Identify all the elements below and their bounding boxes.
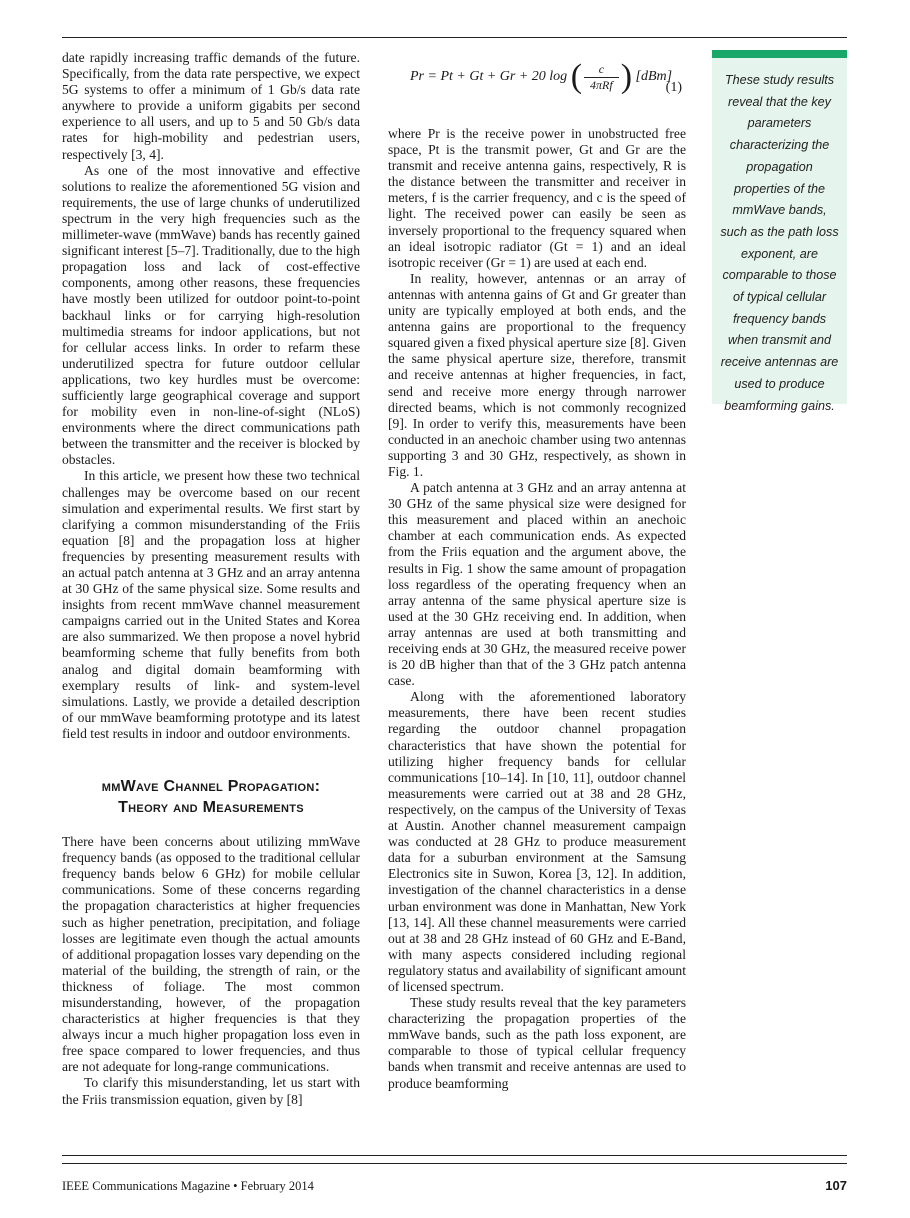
footer-journal: IEEE Communications Magazine • February 2014 xyxy=(62,1179,314,1193)
paragraph-study-results: These study results reveal that the key parameters characterizing the propagation properties of the mmWave bands, such as the path loss exponent, are comparable to those of typical cellular frequency bands when transmit and receive antennas are used to produce beamforming xyxy=(388,995,686,1091)
equation-number: (1) xyxy=(665,80,682,95)
footer-rule-bottom xyxy=(62,1163,847,1164)
middle-column xyxy=(388,50,686,1092)
paragraph-article-outline: In this article, we present how these two technical challenges may be overcome based on our recent simulation and experimental results. We first start by clarifying a common misunderstanding of the Friis equation [8] and the propagation loss at higher frequencies by presenting measurement results with an actual patch antenna at 3 GHz and an array antenna at 30 GHz of the same physical size. Some results and insights from recent mmWave channel measurement campaigns carried out in the United States and Korea are also summarized. We then propose a novel hybrid beamforming scheme that fully benefits from both analog and digital domain beamforming with exemplary results of link- and system-level simulations. Lastly, we provide a detailed description of our mmWave beamforming prototype and its latest field test results in indoor and outdoor environments. xyxy=(62,468,360,741)
left-paren: ( xyxy=(570,58,583,95)
right-paren: ) xyxy=(620,58,633,95)
fraction-denominator: 4πRf xyxy=(590,77,613,92)
paragraph-outdoor-studies: Along with the aforementioned laboratory measurements, there have been recent studies regarding the outdoor channel propagation characteristics that have shown the potential for utilizing higher frequency bands for cellular communications [10–14]. In [10, 11], outdoor channel measurements were carried out at 38 and 28 GHz, respectively, on the campus of the University of Texas at Austin. Another channel measurement campaign was conducted at 28 GHz to produce measurement data for a suburban environment at the Samsung Electronics site in Suwon, Korea [3, 12]. In addition, investigation of the channel characteristics in a dense urban environment was done in Manhattan, New York [13, 14]. All these channel measurements were carried out at 38 and 28 GHz instead of 60 GHz and E-Band, with many aspects considered including regional regulatory status and availability of significant amount of licensed spectrum. xyxy=(388,689,686,994)
top-rule xyxy=(62,37,847,38)
paragraph-friis-definitions: where Pr is the receive power in unobstructed free space, Pt is the transmit power, Gt and Gr are the transmit and receive antenna gains, respectively, R is the distance between the transmitter and receiver in meters, f is the carrier frequency, and c is the speed of light. The received power can easily be seen as inversely proportional to the frequency squared when an ideal isotropic radiator (Gt = 1) and an ideal isotropic receiver (Gr = 1) are used at each end. xyxy=(388,126,686,270)
fraction-numerator: c xyxy=(584,62,619,78)
equation-body xyxy=(410,58,672,96)
equation-fraction xyxy=(584,62,619,93)
paragraph-antenna-gains: In reality, however, antennas or an array of antennas with antenna gains of Gt and Gr greater than unity are typically employed at both ends, and the antenna gains are proportional to the frequency squared given a fixed physical aperture size [8]. Given the same physical aperture size, therefore, transmit and receive antennas at higher frequencies, in fact, send and receive more energy through narrower directed beams, which is not commonly recognized [9]. In order to verify this, measurements have been conducted in an anechoic chamber using two antennas supporting 3 and 30 GHz, respectively, as shown in Fig. 1. xyxy=(388,270,686,479)
footer-rule-top xyxy=(62,1155,847,1156)
pull-quote: These study results reveal that the key parameters characterizing the propagation properties of the mmWave bands, such as the path loss exponent, are comparable to those of typical cellular frequency bands when transmit and receive antennas are used to produce beamforming gains. xyxy=(712,50,847,404)
page-number: 107 xyxy=(825,1178,847,1193)
paragraph-intro-continuation: date rapidly increasing traffic demands of the future. Specifically, from the data rate perspective, we expect 5G systems to offer a minimum of 1 Gb/s data rate anywhere to provide a uniform gigabits per second experience to all users, and up to 5 and 50 Gb/s data rates for high-mobility and pedestrian users, respectively [3, 4]. xyxy=(62,50,360,162)
paragraph-concerns: There have been concerns about utilizing mmWave frequency bands (as opposed to the traditional cellular frequency bands below 6 GHz) for mobile cellular communications. Some of these concerns regarding the propagation characteristics at higher frequencies such as higher penetration, precipitation, and foliage losses are legitimate even though the actual amounts of additional propagation losses vary depending on the material of the building, the strength of rain, or the thickness of foliage. The most common misunderstanding, however, of the propagation characteristics at higher frequencies is that they always incur a much higher propagation loss even in free space compared to lower frequencies, and thus are not adequate for long-range communications. xyxy=(62,834,360,1075)
equation-lhs: Pr = Pt + Gt + Gr + 20 log xyxy=(410,69,568,85)
friis-equation xyxy=(388,50,686,116)
equation-unit: [dBm] xyxy=(635,69,673,85)
paragraph-patch-array: A patch antenna at 3 GHz and an array antenna at 30 GHz of the same physical size were designed for this measurement and placed within an anechoic chamber at each communication ends. As expected from the Friis equation and the argument above, the results in Fig. 1 show the same amount of propagation loss regardless of the operating frequency when an array antenna of the same physical aperture size is used at the 30 GHz receiving end. In addition, when array antennas are used at both transmitting and receiving ends at 30 GHz, the measured receive power is 20 dB higher than that of the 3 GHz patch antenna case. xyxy=(388,480,686,689)
paragraph-mmwave-solution: As one of the most innovative and effective solutions to realize the aforementioned 5G vision and requirements, the use of large chunks of underutilized spectrum in the very high frequencies such as the millimeter-wave (mmWave) bands has recently gained significant interest [5–7]. Traditionally, due to the high propagation loss and lack of cost-effective components, among other reasons, these frequencies have mostly been utilized for outdoor point-to-point backhaul links or for carrying high-resolution multimedia streams for indoor applications, but not for cellular access links. In order to refarm these underutilized spectra for future outdoor cellular applications, two key hurdles must be overcome: sufficiently large geographical coverage and support for mobility even in non-line-of-sight (NLoS) environments where the direct communications path between the transmitter and the receiver is blocked by obstacles. xyxy=(62,162,360,468)
section-heading-line-2: Theory and Measurements xyxy=(118,799,304,817)
paragraph-friis-intro: To clarify this misunderstanding, let us start with the Friis transmission equation, given by [8] xyxy=(62,1075,360,1107)
section-heading-line-1: mmWave Channel Propagation: xyxy=(101,778,321,796)
left-column xyxy=(62,50,360,1108)
section-heading xyxy=(62,776,360,818)
